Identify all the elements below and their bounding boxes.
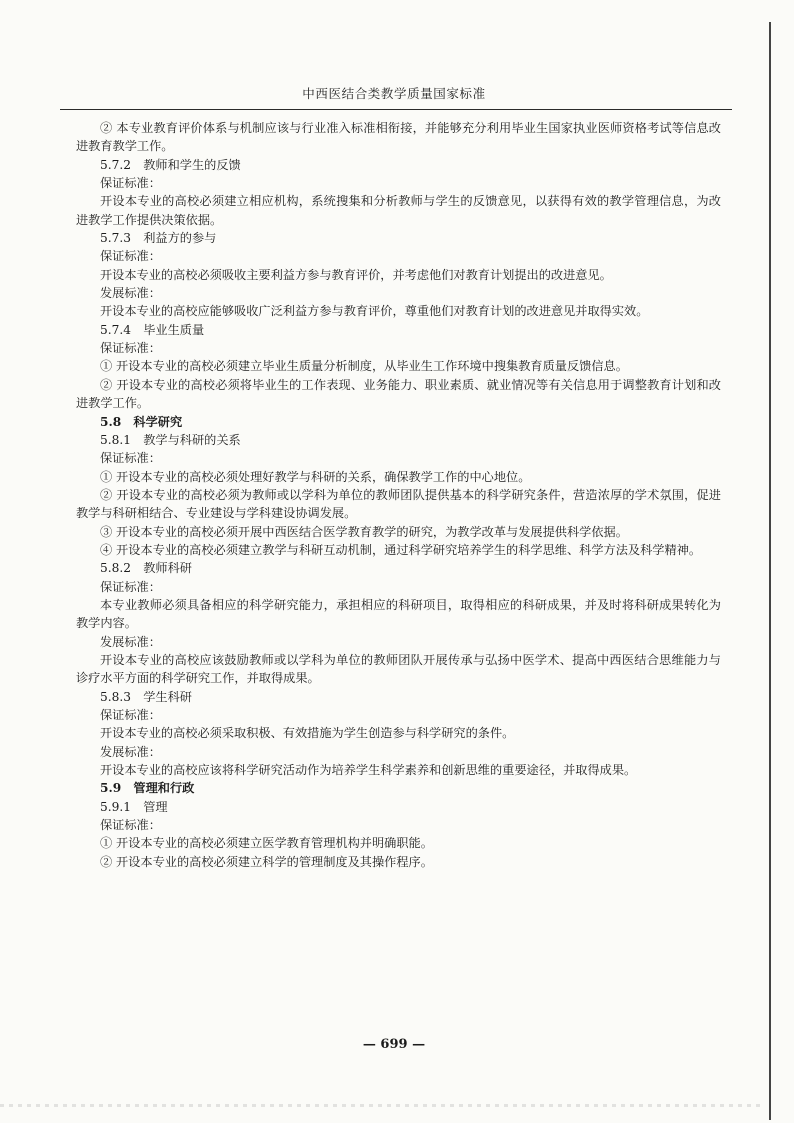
paragraph: 开设本专业的高校应该鼓励教师或以学科为单位的教师团队开展传承与弘扬中医学术、提高中西医结合思维能力与诊疗水平方面的科学研究工作，并取得成果。 [76, 652, 721, 686]
standard-label: 保证标准： [100, 708, 161, 722]
paragraph: ③ 开设本专业的高校必须开展中西医结合医学教育教学的研究，为教学改革与发展提供科学依据。 [100, 524, 628, 539]
standard-label: 保证标准： [100, 249, 161, 264]
subsection-heading: 5.8.1 教学与科研的关系 [100, 432, 241, 447]
standard-label: 保证标准： [100, 341, 161, 356]
paragraph: ② 本专业教育评价体系与机制应该与行业准入标准相衔接，并能够充分利用毕业生国家执业医师资格考试等信息改进教育教学工作。 [76, 121, 721, 154]
paragraph: 本专业教师必须具备相应的科学研究能力，承担相应的科研项目，取得相应的科研成果，并及时将科研成果转化为教学内容。 [76, 597, 721, 631]
page-number: — 699 — [362, 1037, 426, 1052]
standard-label: 保证标准： [100, 579, 161, 594]
paragraph: 开设本专业的高校应能够吸收广泛利益方参与教育评价，尊重他们对教育计划的改进意见并取得实效。 [100, 304, 649, 319]
running-header: 中西医结合类教学质量国家标准 [302, 86, 486, 101]
paragraph: ② 开设本专业的高校必须建立科学的管理制度及其操作程序。 [100, 854, 433, 869]
standard-label: 保证标准： [100, 818, 161, 833]
section-heading: 5.8 科学研究 [100, 414, 183, 429]
paragraph: 开设本专业的高校应该将科学研究活动作为培养学生科学素养和创新思维的重要途径，并取得成果。 [100, 763, 637, 778]
paragraph: 开设本专业的高校必须建立相应机构，系统搜集和分析教师与学生的反馈意见，以获得有效的教学管理信息，为改进教学工作提供决策依据。 [76, 194, 721, 227]
paragraph: ① 开设本专业的高校必须建立毕业生质量分析制度，从毕业生工作环境中搜集教育质量反馈信息。 [100, 359, 628, 374]
paragraph: ② 开设本专业的高校必须将毕业生的工作表现、业务能力、职业素质、就业情况等有关信息用于调整教育计划和改进教学工作。 [76, 377, 721, 411]
paragraph: ④ 开设本专业的高校必须建立教学与科研互动机制，通过科学研究培养学生的科学思维、科学方法及科学精神。 [100, 542, 702, 557]
standard-label: 发展标准： [100, 634, 161, 649]
paragraph: ② 开设本专业的高校必须为教师或以学科为单位的教师团队提供基本的科学研究条件，营造浓厚的学术氛围，促进教学与科研相结合、专业建设与学科建设协调发展。 [76, 487, 721, 521]
paragraph: ① 开设本专业的高校必须处理好教学与科研的关系，确保教学工作的中心地位。 [100, 469, 531, 484]
standard-label: 保证标准： [100, 176, 161, 191]
scan-edge-line [769, 22, 771, 1120]
subsection-heading: 5.7.2 教师和学生的反馈 [100, 157, 241, 172]
header-rule [60, 109, 732, 110]
standard-label: 发展标准： [100, 286, 161, 301]
standard-label: 保证标准： [100, 451, 161, 466]
scan-noise-strip [0, 1104, 760, 1107]
paragraph: ① 开设本专业的高校必须建立医学教育管理机构并明确职能。 [100, 836, 433, 851]
subsection-heading: 5.7.4 毕业生质量 [100, 322, 205, 337]
section-heading: 5.9 管理和行政 [100, 781, 195, 796]
standard-label: 发展标准： [100, 744, 161, 759]
subsection-heading: 5.7.3 利益方的参与 [100, 231, 217, 246]
paragraph: 开设本专业的高校必须吸收主要利益方参与教育评价，并考虑他们对教育计划提出的改进意见。 [100, 267, 612, 282]
page-body [76, 119, 721, 871]
subsection-heading: 5.8.2 教师科研 [100, 561, 192, 576]
subsection-heading: 5.9.1 管理 [100, 799, 168, 814]
subsection-heading: 5.8.3 学生科研 [100, 689, 192, 704]
paragraph: 开设本专业的高校必须采取积极、有效措施为学生创造参与科学研究的条件。 [100, 726, 515, 741]
